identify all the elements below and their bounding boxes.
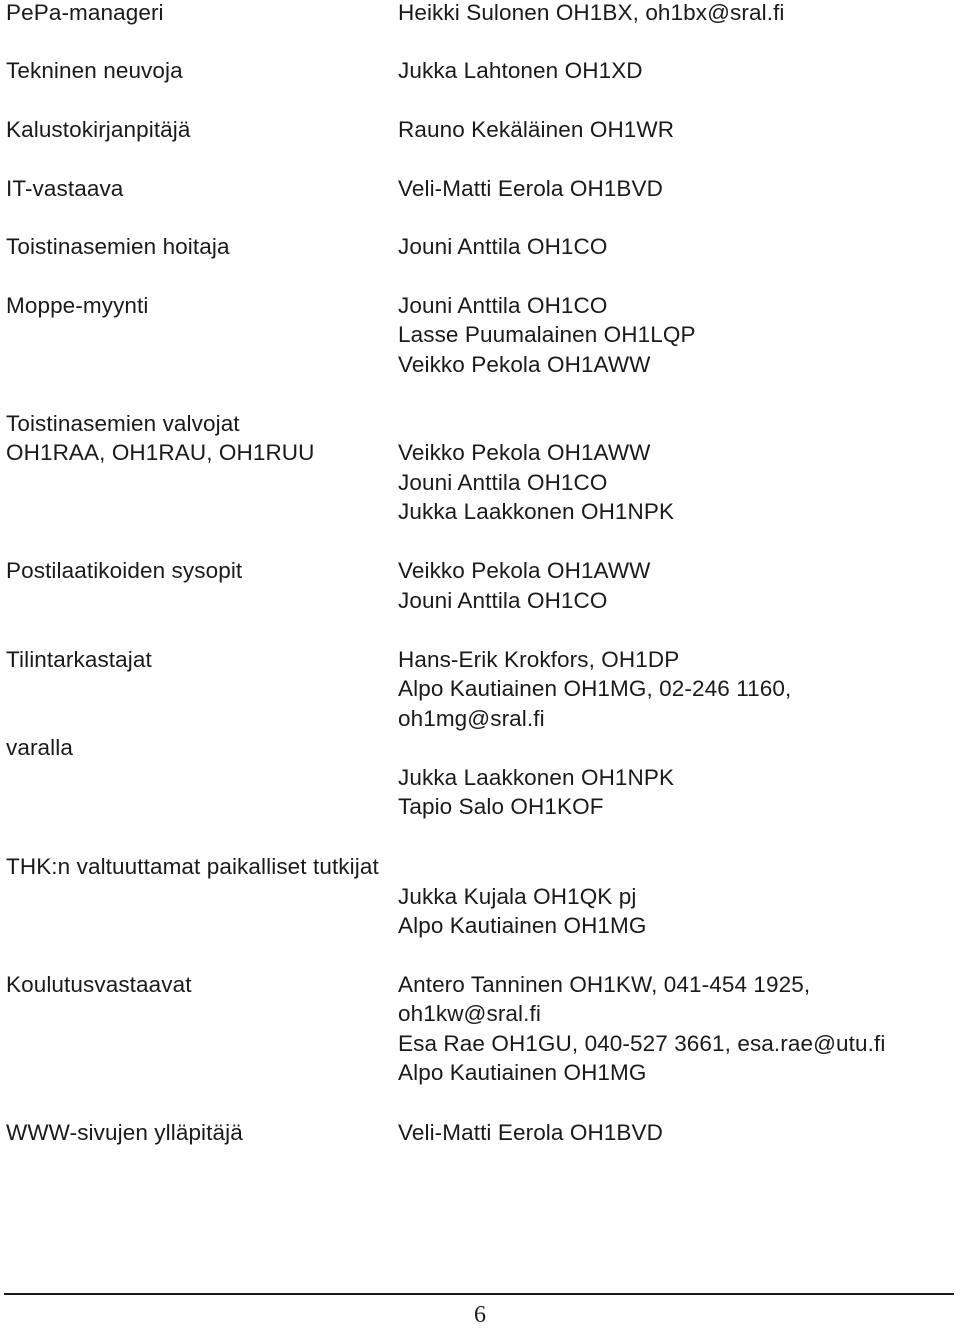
contact-it-vastaava: Veli-Matti Eerola OH1BVD [398, 176, 663, 201]
contact-tilintarkastajat-1: Hans-Erik Krokfors, OH1DP [398, 647, 680, 672]
contact-koulutus-3: Esa Rae OH1GU, 040-527 3661, esa.rae@utu.fi [398, 1031, 886, 1056]
contact-tutkijat-2: Alpo Kautiainen OH1MG [398, 913, 647, 938]
contact-moppe-myynti-2: Lasse Puumalainen OH1LQP [398, 322, 696, 347]
contact-toistinasemien-hoitaja: Jouni Anttila OH1CO [398, 234, 608, 259]
contact-koulutus-1: Antero Tanninen OH1KW, 041-454 1925, [398, 972, 811, 997]
contact-tekninen-neuvoja: Jukka Lahtonen OH1XD [398, 58, 643, 83]
contact-tutkijat-1: Jukka Kujala OH1QK pj [398, 884, 637, 909]
contact-moppe-myynti-1: Jouni Anttila OH1CO [398, 293, 608, 318]
contact-tilintarkastajat-2: Alpo Kautiainen OH1MG, 02-246 1160, [398, 676, 792, 701]
role-label-thk-tutkijat: THK:n valtuuttamat paikalliset tutkijat [6, 854, 379, 879]
contact-kalustokirjanpitaja: Rauno Kekäläinen OH1WR [398, 117, 675, 142]
role-label-moppe-myynti: Moppe-myynti [6, 293, 149, 318]
contact-sysopit-1: Veikko Pekola OH1AWW [398, 558, 651, 583]
role-label-kalustokirjanpitaja: Kalustokirjanpitäjä [6, 117, 191, 142]
role-label-pepa-manageri: PePa-manageri [6, 0, 164, 25]
role-label-koulutusvastaavat: Koulutusvastaavat [6, 972, 192, 997]
contact-valvojat-2: Jouni Anttila OH1CO [398, 470, 608, 495]
role-label-toistinasemien-valvojat: Toistinasemien valvojat [6, 411, 240, 436]
contact-valvojat-3: Jukka Laakkonen OH1NPK [398, 499, 675, 524]
role-label-postilaatikoiden-sysopit: Postilaatikoiden sysopit [6, 558, 243, 583]
role-label-varalla: varalla [6, 735, 73, 760]
contact-tilintarkastajat-3: oh1mg@sral.fi [398, 706, 545, 731]
role-label-it-vastaava: IT-vastaava [6, 176, 124, 201]
footer-rule [4, 1293, 954, 1295]
contact-pepa-manageri: Heikki Sulonen OH1BX, oh1bx@sral.fi [398, 0, 785, 25]
contact-moppe-myynti-3: Veikko Pekola OH1AWW [398, 352, 651, 377]
contact-varalla-2: Tapio Salo OH1KOF [398, 794, 604, 819]
contact-www-yllapitaja: Veli-Matti Eerola OH1BVD [398, 1120, 663, 1145]
role-label-tekninen-neuvoja: Tekninen neuvoja [6, 58, 183, 83]
contact-valvojat-1: Veikko Pekola OH1AWW [398, 440, 651, 465]
role-sublabel-repeaters: OH1RAA, OH1RAU, OH1RUU [6, 440, 315, 465]
contact-koulutus-4: Alpo Kautiainen OH1MG [398, 1060, 647, 1085]
contact-koulutus-2: oh1kw@sral.fi [398, 1001, 541, 1026]
contact-varalla-1: Jukka Laakkonen OH1NPK [398, 765, 675, 790]
role-label-tilintarkastajat: Tilintarkastajat [6, 647, 152, 672]
role-label-www-yllapitaja: WWW-sivujen ylläpitäjä [6, 1120, 243, 1145]
page-number: 6 [474, 1302, 486, 1328]
contact-sysopit-2: Jouni Anttila OH1CO [398, 588, 608, 613]
role-label-toistinasemien-hoitaja: Toistinasemien hoitaja [6, 234, 230, 259]
